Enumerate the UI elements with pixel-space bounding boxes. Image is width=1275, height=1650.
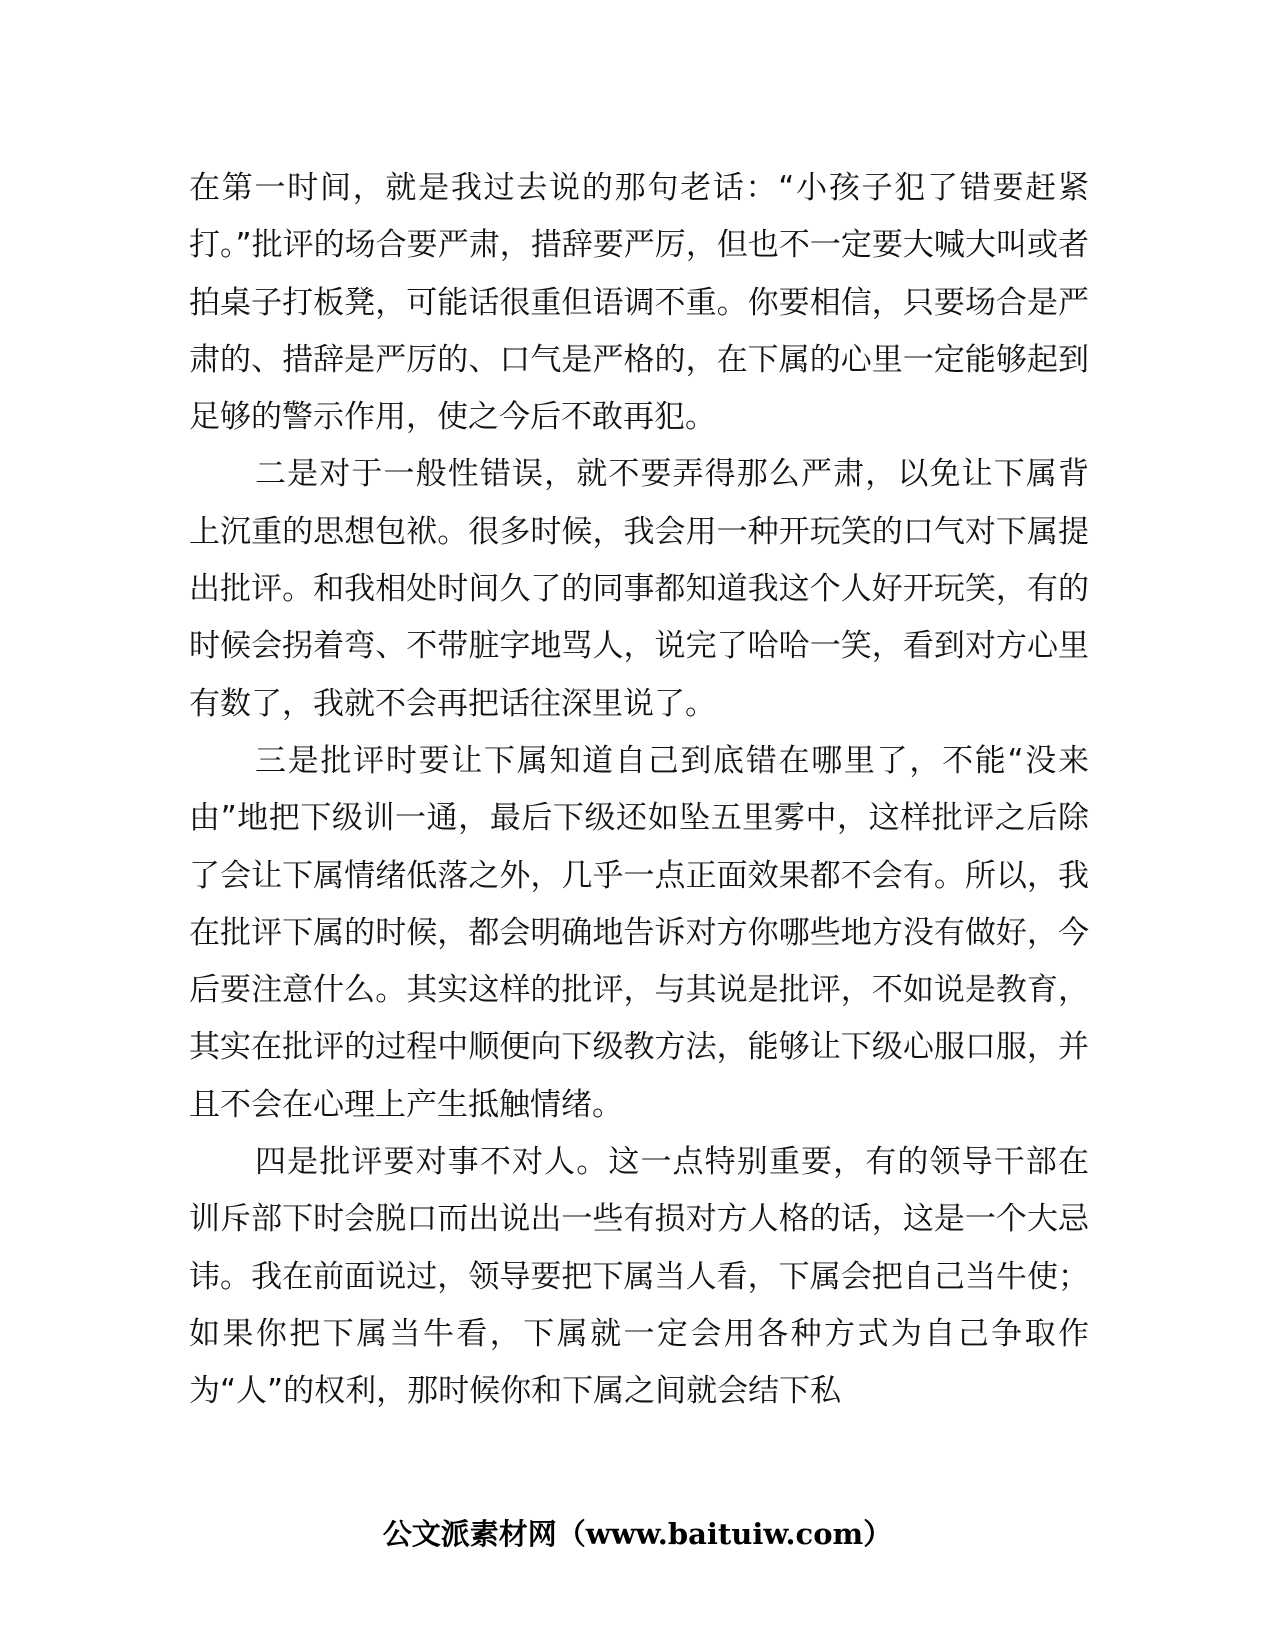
paragraph-point-three: 三是批评时要让下属知道自己到底错在哪里了，不能“没来由”地把下级训一通，最后下级还如坠五里雾中，这样批评之后除了会让下属情绪低落之外，几乎一点正面效果都不会有。所以，我在批评下属的时候，都会明确地告诉对方你哪些地方没有做好，今后要注意什么。其实这样的批评，与其说是批评，不如说是教育，其实在批评的过程中顺便向下级教方法，能够让下级心服口服，并且不会在心理上产生抵触情绪。 xyxy=(189,742,1089,1123)
paragraph-point-four: 四是批评要对事不对人。这一点特别重要，有的领导干部在训斥部下时会脱口而出说出一些有损对方人格的话，这是一个大忌讳。我在前面说过，领导要把下属当人看，下属会把自己当牛使；如果你把下属当牛看，下属就一定会用各种方式为自己争取作为“人”的权利，那时候你和下属之间就会结下私 xyxy=(189,1144,1089,1410)
document-body xyxy=(189,160,1089,1421)
footer-watermark: 公文派素材网（www.baituiw.com） xyxy=(382,1517,893,1551)
paragraph-continuation: 在第一时间，就是我过去说的那句老话：“小孩子犯了错要赶紧打。”批评的场合要严肃，措辞要严厉，但也不一定要大喊大叫或者拍桌子打板凳，可能话很重但语调不重。你要相信，只要场合是严肃的、措辞是严厉的、口气是严格的，在下属的心里一定能够起到足够的警示作用，使之今后不敢再犯。 xyxy=(189,170,1089,436)
paragraph-point-two: 二是对于一般性错误，就不要弄得那么严肃，以免让下属背上沉重的思想包袱。很多时候，我会用一种开玩笑的口气对下属提出批评。和我相处时间久了的同事都知道我这个人好开玩笑，有的时候会拐着弯、不带脏字地骂人，说完了哈哈一笑，看到对方心里有数了，我就不会再把话往深里说了。 xyxy=(189,456,1089,722)
